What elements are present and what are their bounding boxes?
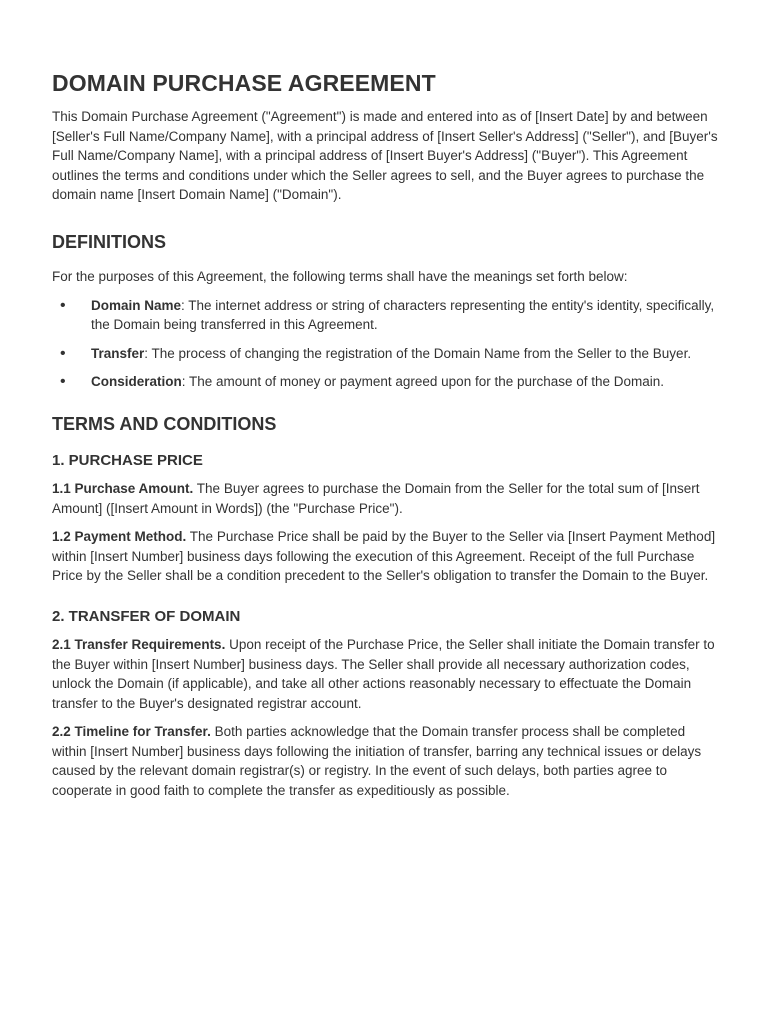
bullet-icon: • <box>60 344 66 362</box>
definition-term: Transfer <box>91 345 145 361</box>
clause-text: The Purchase Price shall be paid by the Buyer to the Seller via [Insert Payment Method] within [Insert Number] business days following the execution of this Agreement. Receipt of the full Purchase Price by the Seller shall be a condition precedent to the Seller's obligation to transfer the Domain to the Buyer. <box>52 529 716 584</box>
definition-text: : The internet address or string of characters representing the entity's identity, specifically, the Domain being transferred in this Agreement. <box>91 297 715 333</box>
clause-text: Upon receipt of the Purchase Price, the Seller shall initiate the Domain transfer to the Buyer within [Insert Number] business days. The Seller shall provide all necessary authorization codes, unlock the Domain (if applicable), and take all other actions reasonably necessary to effectuate the Domain transfer to the Buyer's designated registrar account. <box>52 636 715 711</box>
definition-text: : The process of changing the registration of the Domain Name from the Seller to the Buyer. <box>144 345 692 361</box>
definition-term: Domain Name <box>91 297 182 313</box>
section-heading-transfer-of-domain: 2. TRANSFER OF DOMAIN <box>52 607 241 625</box>
definition-term: Consideration <box>91 374 182 390</box>
clause-2-1 <box>52 635 718 713</box>
clause-label: 1.2 Payment Method. <box>52 529 187 545</box>
definition-item <box>52 372 718 392</box>
definitions-heading: DEFINITIONS <box>52 231 167 252</box>
clause-text: The Buyer agrees to purchase the Domain from the Seller for the total sum of [Insert Amount] ([Insert Amount in Words]) (the "Purchase Price"). <box>52 480 700 516</box>
clause-text: Both parties acknowledge that the Domain transfer process shall be completed within [Insert Number] business days following the initiation of transfer, barring any technical issues or delays caused by the relevant domain registrar(s) or registry. In the event of such delays, both parties agree to cooperate in good faith to complete the transfer as expeditiously as possible. <box>52 724 702 799</box>
bullet-icon: • <box>60 373 66 391</box>
clause-2-2 <box>52 722 718 800</box>
clause-1-1 <box>52 479 718 518</box>
section-heading-purchase-price: 1. PURCHASE PRICE <box>52 451 203 469</box>
terms-heading: TERMS AND CONDITIONS <box>52 413 277 434</box>
definition-item <box>52 344 718 364</box>
definitions-list <box>52 296 718 392</box>
definition-text: : The amount of money or payment agreed upon for the purchase of the Domain. <box>181 374 665 390</box>
clause-label: 2.2 Timeline for Transfer. <box>52 724 211 740</box>
bullet-icon: • <box>60 296 66 314</box>
document-title: DOMAIN PURCHASE AGREEMENT <box>52 70 436 96</box>
definition-item <box>52 296 718 335</box>
clause-1-2 <box>52 527 718 586</box>
clause-label: 2.1 Transfer Requirements. <box>52 636 226 652</box>
clause-label: 1.1 Purchase Amount. <box>52 480 194 496</box>
definitions-lead: For the purposes of this Agreement, the following terms shall have the meanings set forth below: <box>52 268 628 284</box>
intro-paragraph: This Domain Purchase Agreement ("Agreement") is made and entered into as of [Insert Date] by and between [Seller's Full Name/Company Name], with a principal address of [Insert Seller's Address] ("Seller"), and [Buyer's Full Name/Company Name], with a principal address of [Insert Buyer's Address] ("Buyer"). This Agreement outlines the terms and conditions under which the Seller agrees to sell, and the Buyer agrees to purchase the domain name [Insert Domain Name] ("Domain"). <box>52 109 718 203</box>
